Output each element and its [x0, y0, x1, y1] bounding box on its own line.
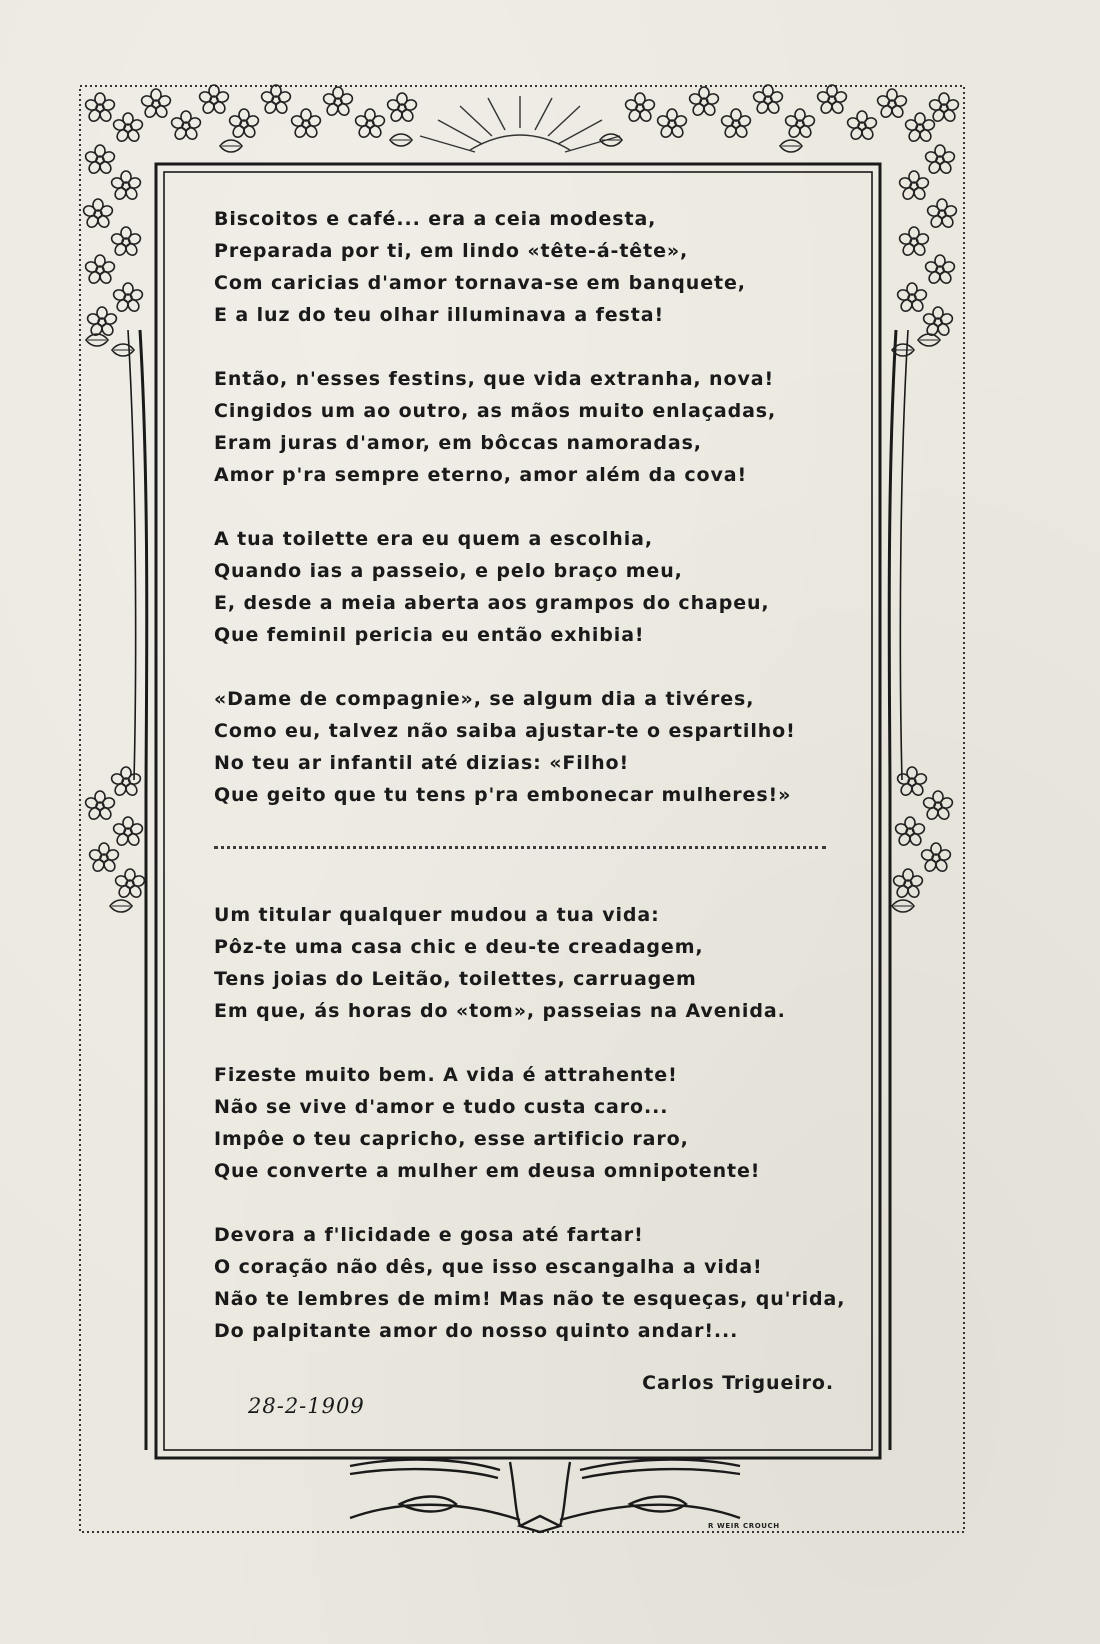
poem-line: No teu ar infantil até dizias: «Filho!	[214, 752, 630, 774]
poem-line: Eram juras d'amor, em bôccas namoradas,	[214, 432, 702, 454]
stanza-4	[214, 683, 854, 811]
poem-line: E, desde a meia aberta aos grampos do chapeu,	[214, 592, 770, 614]
poem-line: Não se vive d'amor e tudo custa caro...	[214, 1096, 669, 1118]
artist-credit: R WEIR CROUCH	[708, 1522, 780, 1530]
poem-line: Devora a f'licidade e gosa até fartar!	[214, 1224, 644, 1246]
mid-left-floral-cluster	[84, 767, 146, 912]
stanza-3	[214, 523, 854, 651]
author-signature: Carlos Trigueiro.	[642, 1372, 834, 1394]
poem-line: Que geito que tu tens p'ra embonecar mulheres!»	[214, 784, 792, 806]
poem-line: E a luz do teu olhar illuminava a festa!	[214, 304, 665, 326]
stanza-1	[214, 203, 854, 331]
stanza-5	[214, 899, 854, 1027]
poem-line: Pôz-te uma casa chic e deu-te creadagem,	[214, 936, 704, 958]
poem-line: O coração não dês, que isso escangalha a vida!	[214, 1256, 763, 1278]
upper-left-floral-cluster	[82, 145, 144, 356]
poem-line: Amor p'ra sempre eterno, amor além da cova!	[214, 464, 748, 486]
poem-line: Quando ias a passeio, e pelo braço meu,	[214, 560, 683, 582]
poem-line: Como eu, talvez não saiba ajustar-te o espartilho!	[214, 720, 796, 742]
sun-rays	[420, 96, 620, 152]
mid-right-floral-cluster	[892, 767, 954, 912]
poem-line: Então, n'esses festins, que vida extranha, nova!	[214, 368, 775, 390]
poem-line: Que feminil pericia eu então exhibia!	[214, 624, 645, 646]
poem-line: Cingidos um ao outro, as mãos muito enlaçadas,	[214, 400, 777, 422]
stanza-6	[214, 1059, 854, 1187]
poem-body	[214, 203, 854, 1379]
poem-line: Preparada por ti, em lindo «tête-á-tête»,	[214, 240, 689, 262]
poem-date: 28-2-1909	[248, 1394, 365, 1418]
poem-line: «Dame de compagnie», se algum dia a tivéres,	[214, 688, 755, 710]
poem-line: Um titular qualquer mudou a tua vida:	[214, 904, 660, 926]
poem-line: Tens joias do Leitão, toilettes, carruagem	[214, 968, 697, 990]
poem-line: Biscoitos e café... era a ceia modesta,	[214, 208, 657, 230]
stanza-7	[214, 1219, 854, 1347]
poem-line: Que converte a mulher em deusa omnipotente!	[214, 1160, 761, 1182]
upper-right-floral-cluster	[892, 145, 958, 356]
poem-line: A tua toilette era eu quem a escolhia,	[214, 528, 653, 550]
poem-line: Fizeste muito bem. A vida é attrahente!	[214, 1064, 678, 1086]
stanza-2	[214, 363, 854, 491]
poem-line: Do palpitante amor do nosso quinto andar!...	[214, 1320, 739, 1342]
poem-line: Impôe o teu capricho, esse artificio raro,	[214, 1128, 689, 1150]
poem-line: Não te lembres de mim! Mas não te esqueças, qu'rida,	[214, 1288, 846, 1310]
top-floral-band	[84, 85, 960, 152]
dotted-separator	[214, 846, 826, 859]
poem-line: Em que, ás horas do «tom», passeias na Avenida.	[214, 1000, 786, 1022]
bottom-scroll-ornament	[350, 1460, 740, 1532]
poem-line: Com caricias d'amor tornava-se em banquete,	[214, 272, 746, 294]
